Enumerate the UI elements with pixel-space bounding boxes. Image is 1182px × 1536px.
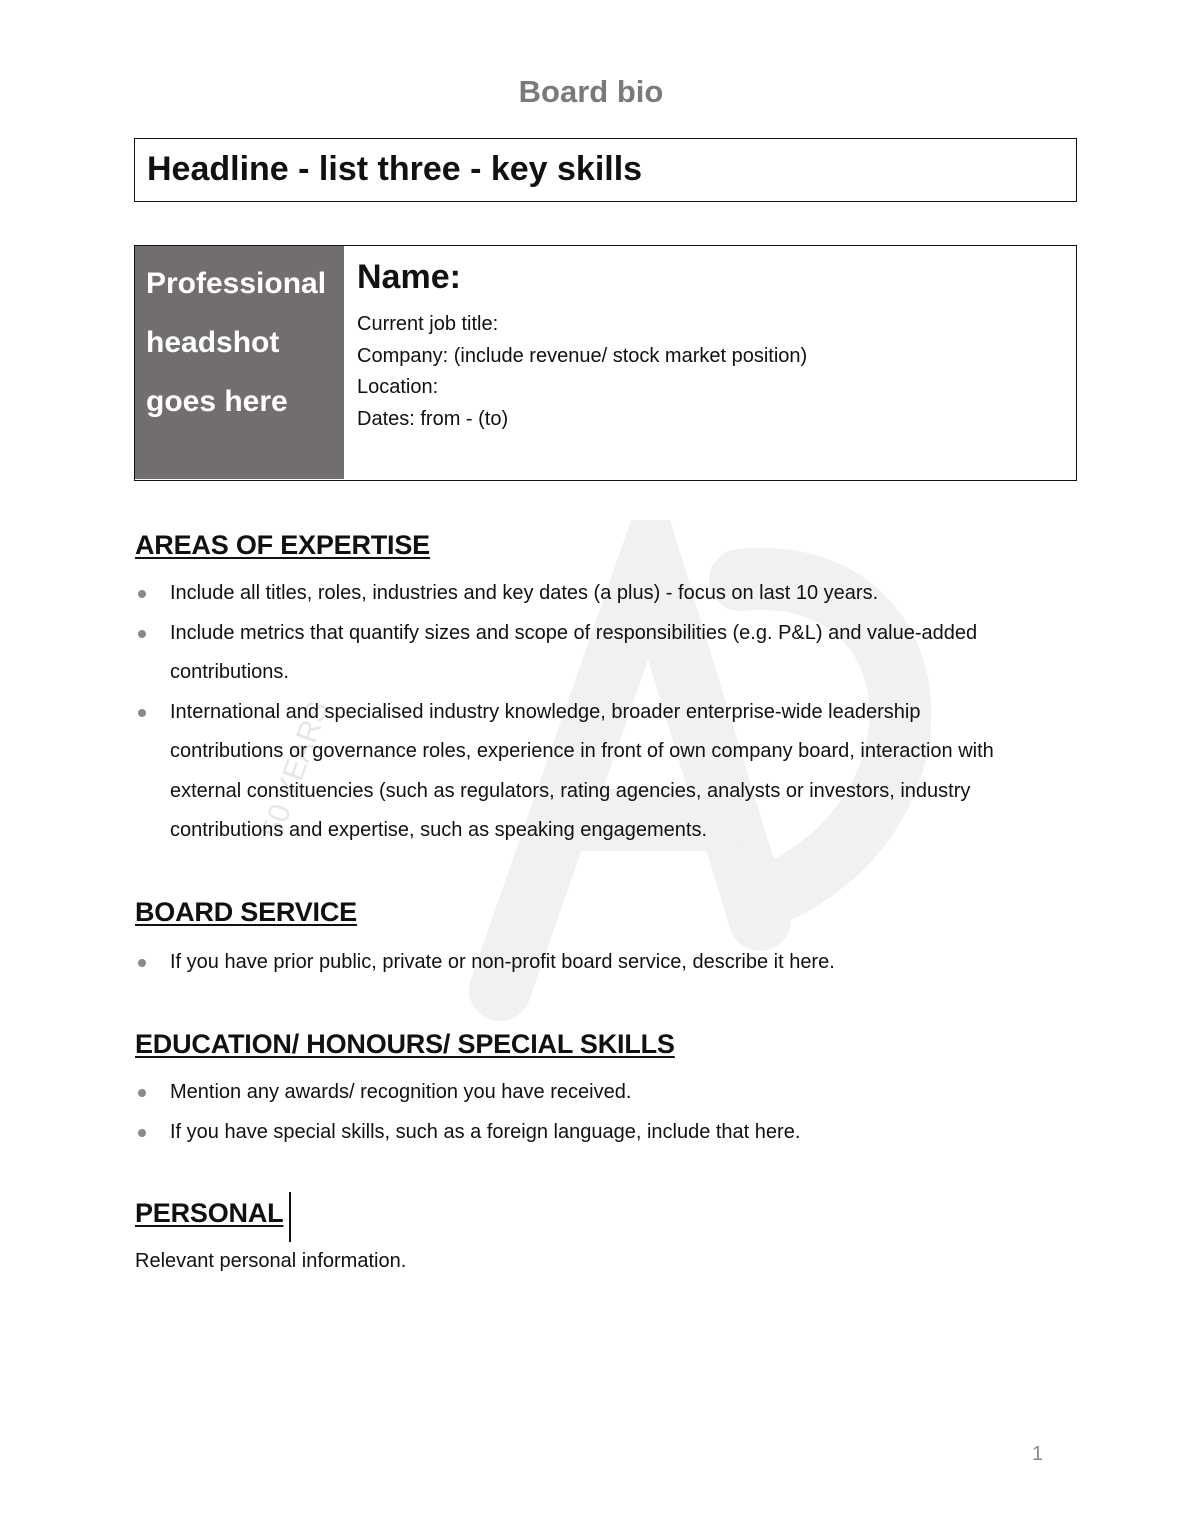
list-item [135,943,1035,983]
profile-box [134,245,1077,481]
list-item-text: Include metrics that quantify sizes and scope of responsibilities (e.g. P&L) and value-added contributions. [170,621,978,683]
text-cursor [289,1192,291,1242]
list-item-text: If you have prior public, private or non-profit board service, describe it here. [170,951,835,973]
list-item [135,693,1035,851]
dates-line: Dates: from - (to) [357,407,509,430]
list-item [135,574,1035,614]
name-label: Name: [357,258,461,296]
headshot-placeholder[interactable] [135,246,344,479]
watermark-arc-text: 50 YEARS [255,696,336,843]
expertise-list [135,574,1035,851]
education-list [135,1073,1035,1152]
document-title: Board bio [518,74,664,109]
education-heading: EDUCATION/ HONOURS/ SPECIAL SKILLS [135,1029,675,1059]
list-item [135,1073,1035,1113]
company-line: Company: (include revenue/ stock market position) [357,344,808,367]
list-item [135,614,1035,693]
personal-heading: PERSONAL [135,1198,284,1228]
board-service-heading: BOARD SERVICE [135,897,357,927]
board-service-list [135,943,1035,983]
job-title-line: Current job title: [357,313,499,335]
personal-text[interactable]: Relevant personal information. [135,1250,407,1272]
headshot-placeholder-text: Professional headshot goes here [146,267,327,418]
list-item-text: If you have special skills, such as a foreign language, include that here. [170,1120,801,1143]
bullet-icon [138,1129,146,1137]
expertise-heading: AREAS OF EXPERTISE [135,530,430,560]
headline-box [134,138,1077,202]
bullet-icon [138,959,146,967]
list-item-text: Mention any awards/ recognition you have received. [170,1081,632,1103]
bullet-icon [138,1089,146,1097]
bullet-icon [138,590,146,598]
location-line: Location: [357,376,439,398]
bullet-icon [138,709,146,717]
list-item-text: Include all titles, roles, industries and key dates (a plus) - focus on last 10 years. [170,582,879,604]
bullet-icon [138,630,146,638]
profile-details [357,258,807,435]
page-number: 1 [1032,1443,1044,1465]
list-item [135,1113,1035,1153]
headline-text[interactable]: Headline - list three - key skills [147,150,643,188]
list-item-text: International and specialised industry knowledge, broader enterprise-wide leadership contributions or governance roles, experience in front of own company board, interaction with external constituencies (such as regulators, rating agencies, analysts or investors, industry contributions and expertise, such as speaking engagements. [170,700,994,841]
